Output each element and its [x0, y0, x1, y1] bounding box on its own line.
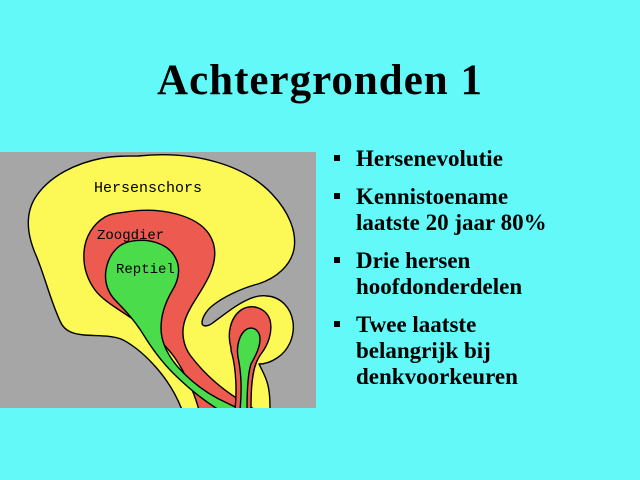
bullet-item-kennistoename — [330, 184, 630, 236]
bullet-list — [330, 146, 630, 402]
label-hersenschors: Hersenschors — [94, 180, 203, 197]
bullet-item-hersenevolutie — [330, 146, 630, 172]
bullet-line: Drie hersen — [356, 248, 471, 273]
brain-diagram-svg — [0, 152, 316, 408]
bullet-line: belangrijk bij — [356, 338, 491, 363]
bullet-line: Kennistoename — [356, 184, 509, 209]
label-zoogdier: Zoogdier — [97, 228, 165, 244]
bullet-item-drie-hersen — [330, 248, 630, 300]
bullet-line: hoofdonderdelen — [356, 274, 523, 299]
bullet-text — [356, 184, 547, 236]
bullet-square-icon — [334, 155, 340, 161]
label-reptiel: Reptiel — [116, 262, 175, 278]
bullet-line: laatste 20 jaar 80% — [356, 210, 547, 235]
bullet-text — [356, 146, 503, 172]
slide-title: Achtergronden 1 — [157, 57, 483, 104]
bullet-line: Twee laatste — [356, 312, 477, 337]
bullet-square-icon — [334, 257, 340, 263]
bullet-item-twee-laatste — [330, 312, 630, 390]
bullet-square-icon — [334, 321, 340, 327]
bullet-line: Hersenevolutie — [356, 146, 503, 171]
bullet-line: denkvoorkeuren — [356, 364, 518, 389]
bullet-text — [356, 312, 518, 390]
bullet-text — [356, 248, 522, 300]
bullet-square-icon — [334, 193, 340, 199]
brain-evolution-diagram — [0, 152, 316, 408]
